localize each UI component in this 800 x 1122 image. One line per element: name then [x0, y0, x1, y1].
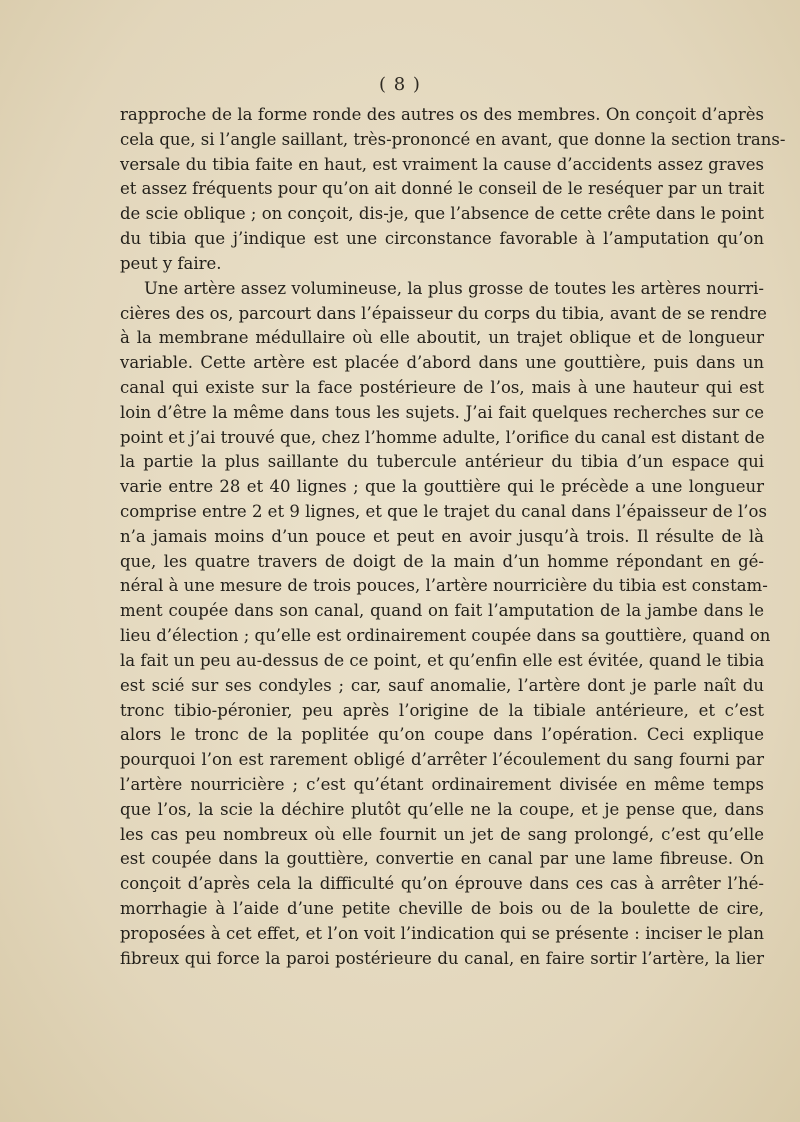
text-line: variable. Cette artère est placée d’abord dans une gouttière, puis dans un	[120, 353, 764, 373]
text-line: peut y faire.	[120, 253, 222, 273]
text-line: les cas peu nombreux où elle fournit un jet de sang prolongé, c’est qu’elle	[120, 824, 764, 844]
text-line: néral à une mesure de trois pouces, l’artère nourricière du tibia est constam-	[120, 576, 768, 596]
text-line: pourquoi l’on est rarement obligé d’arrêter l’écoulement du sang fourni par	[120, 750, 764, 770]
text-line: canal qui existe sur la face postérieure de l’os, mais à une hauteur qui est	[120, 377, 764, 397]
text-line: point et j’ai trouvé que, chez l’homme adulte, l’orifice du canal est distant de	[120, 427, 765, 447]
text-line: lieu d’élection ; qu’elle est ordinairement coupée dans sa gouttière, quand on	[120, 626, 771, 646]
text-line: ment coupée dans son canal, quand on fait l’amputation de la jambe dans le	[120, 601, 764, 621]
text-line: tronc tibio-péronier, peu après l’origine de la tibiale antérieure, et c’est	[120, 700, 764, 720]
text-line: la partie la plus saillante du tubercule antérieur du tibia d’un espace qui	[120, 452, 764, 472]
text-line: cela que, si l’angle saillant, très-prononcé en avant, que donne la section trans-	[120, 129, 786, 149]
text-line: conçoit d’après cela la difficulté qu’on éprouve dans ces cas à arrêter l’hé-	[120, 874, 764, 894]
body-text	[120, 103, 786, 971]
text-line: rapproche de la forme ronde des autres os des membres. On conçoit d’après	[120, 105, 764, 124]
text-line: du tibia que j’indique est une circonstance favorable à l’amputation qu’on	[120, 229, 764, 249]
text-line: cières des os, parcourt dans l’épaisseur du corps du tibia, avant de se rendre	[120, 303, 767, 323]
text-line: proposées à cet effet, et l’on voit l’indication qui se présente : inciser le plan	[120, 923, 764, 943]
text-line: alors le tronc de la poplitée qu’on coupe dans l’opération. Ceci explique	[120, 725, 764, 745]
text-line: et assez fréquents pour qu’on ait donné le conseil de le reséquer par un trait	[120, 179, 765, 199]
text-line: versale du tibia faite en haut, est vraiment la cause d’accidents assez graves	[120, 154, 764, 174]
text-line: de scie oblique ; on conçoit, dis-je, que l’absence de cette crête dans le point	[120, 204, 764, 224]
text-line: fibreux qui force la paroi postérieure du canal, en faire sortir l’artère, la lier	[120, 948, 764, 968]
paragraph	[120, 103, 786, 277]
text-line: est coupée dans la gouttière, convertie en canal par une lame fibreuse. On	[120, 849, 764, 869]
text-line: la fait un peu au-dessus de ce point, et qu’enfin elle est évitée, quand le tibia	[120, 650, 765, 670]
text-line: que, les quatre travers de doigt de la main d’un homme répondant en gé-	[120, 551, 764, 571]
page-number: ( 8 )	[379, 74, 421, 95]
text-line: varie entre 28 et 40 lignes ; que la gouttière qui le précède a une longueur	[120, 477, 764, 497]
text-line: n’a jamais moins d’un pouce et peut en avoir jusqu’à trois. Il résulte de là	[120, 526, 764, 546]
text-line: comprise entre 2 et 9 lignes, et que le trajet du canal dans l’épaisseur de l’os	[120, 502, 767, 521]
paragraph	[120, 277, 771, 972]
text-line: Une artère assez volumineuse, la plus grosse de toutes les artères nourri-	[144, 278, 764, 298]
text-line: à la membrane médullaire où elle aboutit, un trajet oblique et de longueur	[120, 328, 764, 348]
text-line: morrhagie à l’aide d’une petite cheville de bois ou de la boulette de cire,	[120, 899, 764, 918]
text-line: l’artère nourricière ; c’est qu’étant ordinairement divisée en même temps	[120, 774, 764, 794]
text-line: que l’os, la scie la déchire plutôt qu’elle ne la coupe, et je pense que, dans	[120, 799, 764, 819]
text-line: loin d’être la même dans tous les sujets. J’ai fait quelques recherches sur ce	[120, 402, 764, 422]
text-line: est scié sur ses condyles ; car, sauf anomalie, l’artère dont je parle naît du	[120, 675, 764, 695]
